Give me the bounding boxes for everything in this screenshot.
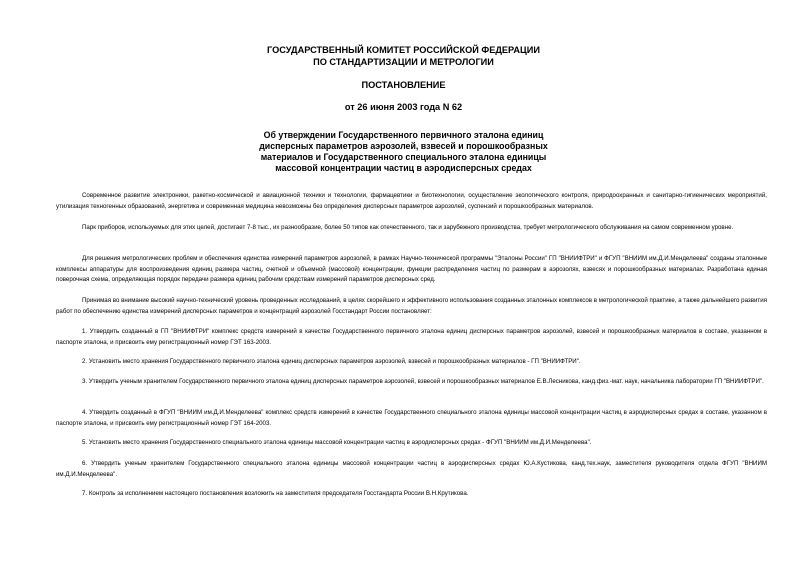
- body-paragraph: Современное развитие электроники, ракетно-космической и авиационной техники и технологии, фармацевтики и биотехнологии, осуществление экологического контроля, природоохранных и санитарно-гигиенических мероприятий, утилизация техногенных образований, энергетика и современная медицина невозможны без определения дисперсных параметров аэрозолей, суспензий и порошкообразных материалов.: [56, 192, 767, 210]
- resolution-item-2: 2. Установить место хранения Государственного первичного эталона единиц дисперсных параметров аэрозолей, взвесей и порошкообразных материалов - ГП "ВНИИФТРИ".: [82, 358, 581, 365]
- title-line: массовой концентрации частиц в аэродисперсных средах: [275, 163, 532, 173]
- body-paragraph: Парк приборов, используемых для этих целей, достигает 7-8 тыс., их разнообразие, более 50 типов как отечественного, так и зарубежного производства, требует метрологического обслуживания на самом современном уровне.: [82, 224, 734, 231]
- resolution-item-7: 7. Контроль за исполнением настоящего постановления возложить на заместителя председателя Госстандарта России В.Н.Крутикова.: [82, 490, 469, 497]
- committee-name-line-2: ПО СТАНДАРТИЗАЦИИ И МЕТРОЛОГИИ: [313, 57, 494, 67]
- committee-name-line-1: ГОСУДАРСТВЕННЫЙ КОМИТЕТ РОССИЙСКОЙ ФЕДЕРАЦИИ: [267, 45, 540, 55]
- body-paragraph: Для решения метрологических проблем и обеспечения единства измерений параметров аэрозолей, в рамках Научно-технической программы "Эталоны России" ГП "ВНИИФТРИ" и ФГУП "ВНИИМ им.Д.И.Менделеева" созданы эталонные комплексы аппаратуры для воспроизведения единиц размера частиц, счетной и объемной (массовой) концентрации, функции распределения частиц по размерам в аэрозолях, взвесях и порошкообразных материалах. Разработана единая поверочная схема, определяющая порядок передачи размера единиц рабочим средствам измерений параметров дисперсных сред.: [56, 255, 767, 284]
- resolution-item-4: 4. Утвердить созданный в ФГУП "ВНИИМ им.Д.И.Менделеева" комплекс средств измерений в качестве Государственного специального эталона единицы массовой концентрации частиц в аэродисперсных средах в составе, указанном в паспорте эталона, и присвоить ему регистрационный номер ГЭТ 164-2003.: [56, 409, 767, 427]
- title-line: дисперсных параметров аэрозолей, взвесей и порошкообразных: [259, 141, 548, 151]
- resolution-item-3: 3. Утвердить ученым хранителем Государственного первичного эталона единиц дисперсных параметров аэрозолей, взвесей и порошкообразных материалов Е.В.Лесникова, канд.физ.-мат. наук, начальника лаборатории ГП "ВНИИФТРИ".: [82, 378, 764, 385]
- title-line: Об утверждении Государственного первичного эталона единиц: [263, 130, 544, 140]
- document-type: ПОСТАНОВЛЕНИЕ: [361, 80, 446, 90]
- resolution-item-1: 1. Утвердить созданный в ГП "ВНИИФТРИ" комплекс средств измерений в качестве Государственного первичного эталона единиц дисперсных параметров аэрозолей, взвесей и порошкообразных материалов в составе, указанном в паспорте эталона, и присвоить ему регистрационный номер ГЭТ 163-2003.: [56, 328, 767, 346]
- document-title: [0, 130, 807, 174]
- resolution-item-6: 6. Утвердить ученым хранителем Государственного специального эталона единицы массовой концентрации частиц в аэродисперсных средах Ю.А.Кустикова, канд.тех.наук, заместителя руководителя отдела ФГУП "ВНИИМ им.Д.И.Менделеева".: [56, 460, 767, 478]
- resolution-item-5: 5. Установить место хранения Государственного специального эталона единицы массовой концентрации частиц в аэродисперсных средах - ФГУП "ВНИИМ им.Д.И.Менделеева".: [82, 439, 592, 446]
- title-line: материалов и Государственного специального эталона единицы: [260, 152, 547, 162]
- document-date: от 26 июня 2003 года N 62: [344, 102, 463, 112]
- body-paragraph: Принимая во внимание высокий научно-технический уровень проведенных исследований, в целях скорейшего и эффективного использования созданных эталонных комплексов в метрологической практике, а также дальнейшего развития работ по обеспечению единства измерений дисперсных параметров и концентраций аэрозолей Госстандарт России постановляет:: [56, 297, 767, 315]
